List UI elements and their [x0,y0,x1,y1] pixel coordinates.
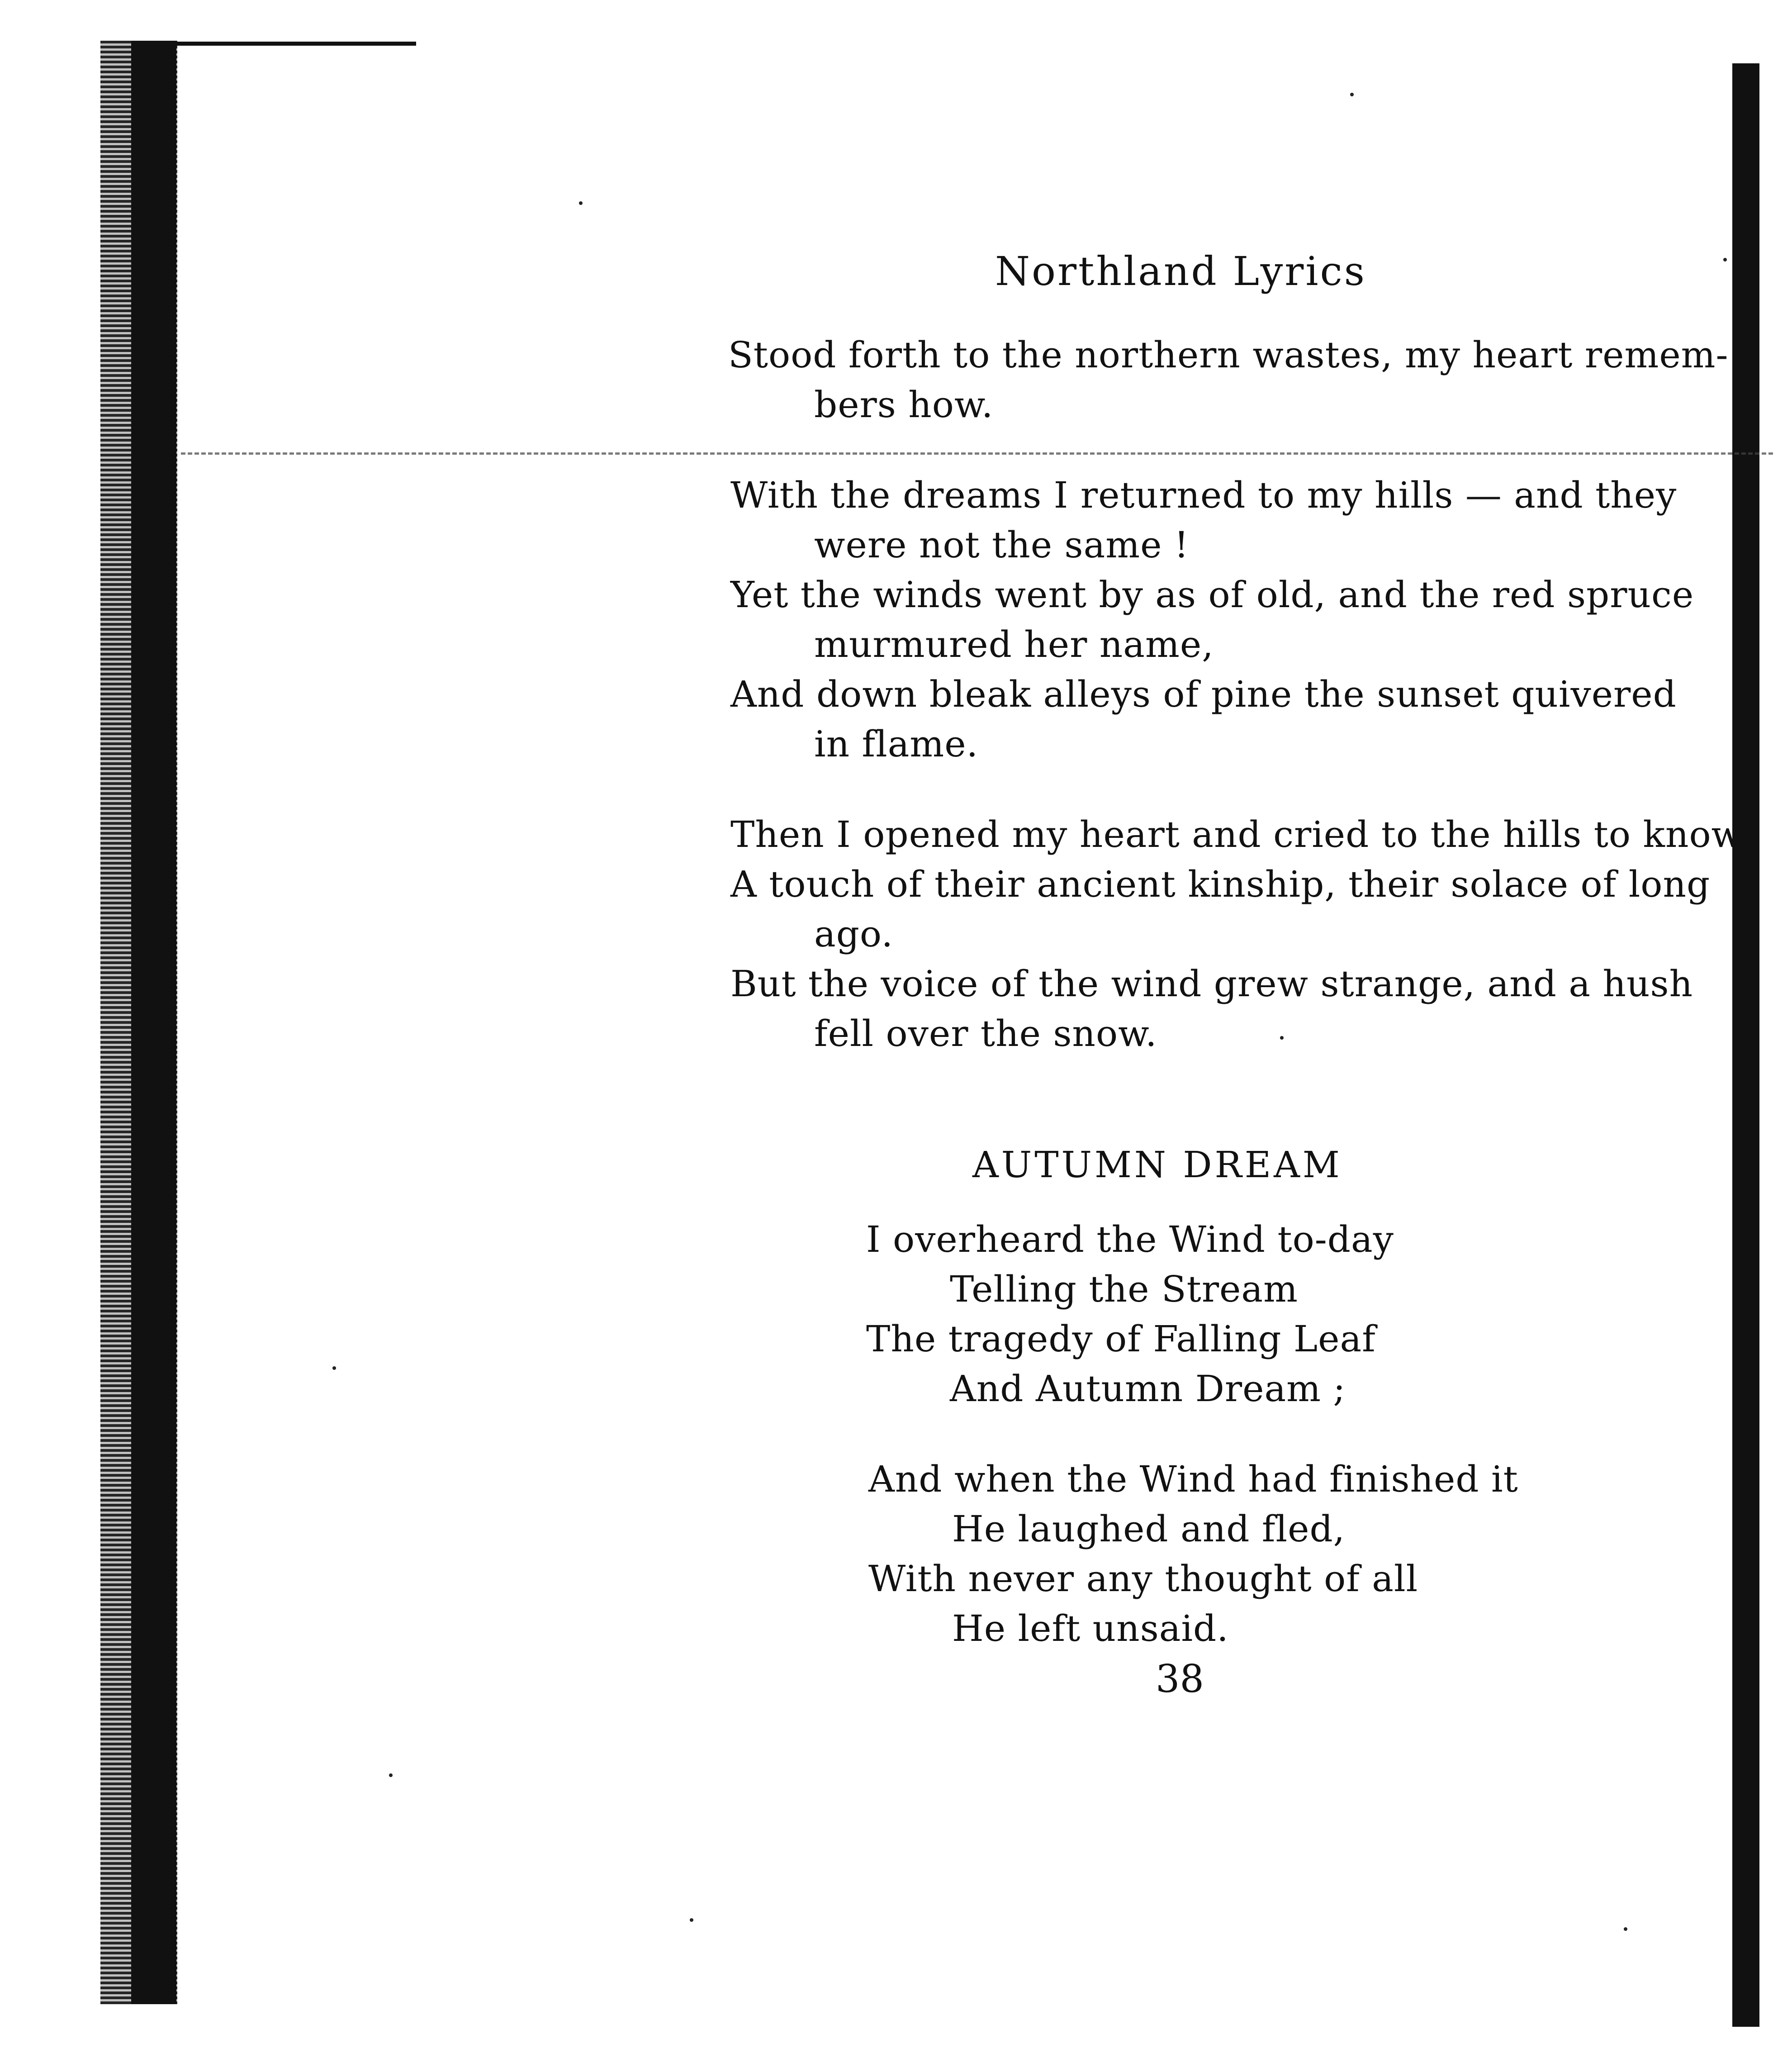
verse-line: And down bleak alleys of pine the sunset quivered [730,673,1677,715]
scan-speck [1723,258,1727,261]
verse-line-continued: in flame. [814,723,979,765]
poem-line: And when the Wind had finished it [868,1458,1518,1500]
verse-line-continued: murmured her name, [814,623,1214,665]
scan-speck [389,1773,393,1777]
verse-line: Stood forth to the northern wastes, my heart remem- [728,334,1729,376]
verse-line: But the voice of the wind grew strange, and a hush [730,963,1693,1005]
verse-line-continued: were not the same ! [814,524,1190,566]
verse-line-continued: ago. [814,913,894,955]
verse-line: Then I opened my heart and cried to the hills to know [730,813,1743,856]
left-binding-shadow [131,41,176,2004]
scan-speck [1624,1927,1627,1931]
verse-line: Yet the winds went by as of old, and the red spruce [730,574,1694,616]
running-head: Northland Lyrics [995,248,1366,295]
top-rule [131,42,416,46]
poem-line: The tragedy of Falling Leaf [866,1318,1376,1360]
scan-speck [1280,1036,1284,1040]
verse-line-continued: bers how. [814,384,994,426]
page-number: 38 [1156,1657,1204,1701]
poem-title: AUTUMN DREAM [972,1144,1342,1186]
poem-line-indented: He left unsaid. [952,1607,1229,1649]
scan-speck [1350,93,1354,96]
verse-line: A touch of their ancient kinship, their solace of long [730,863,1711,905]
verse-line: With the dreams I returned to my hills — and they [730,474,1677,516]
poem-line: I overheard the Wind to-day [866,1218,1394,1260]
poem-line: With never any thought of all [868,1558,1418,1600]
poem-line-indented: And Autumn Dream ; [950,1368,1346,1410]
scan-speck [690,1918,693,1922]
scan-speck [332,1366,336,1370]
poem-line-indented: Telling the Stream [950,1268,1298,1310]
fold-crease [181,452,1773,455]
verse-line-continued: fell over the snow. [814,1012,1157,1055]
right-binding-edge [1732,63,1759,2027]
poem-line-indented: He laughed and fled, [952,1508,1346,1550]
scan-speck [579,201,583,205]
